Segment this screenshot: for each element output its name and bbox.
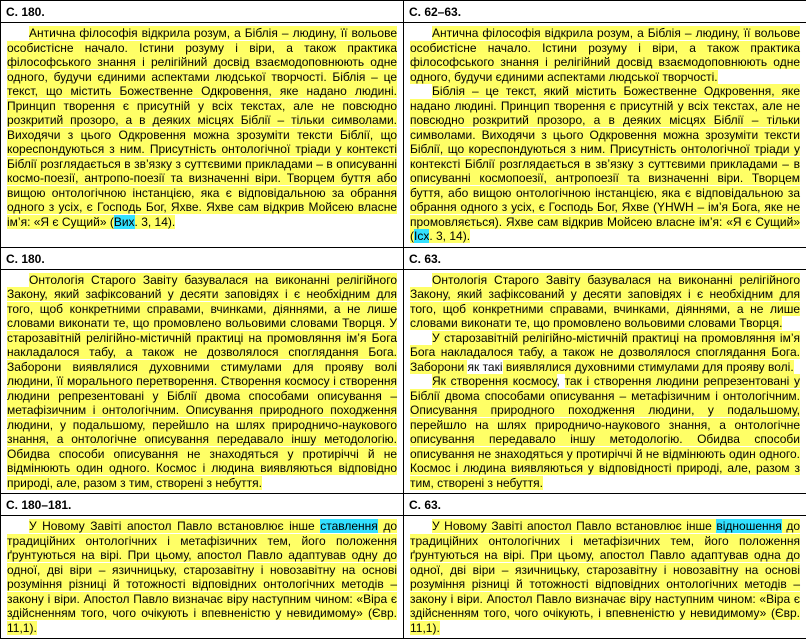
highlighted-match: Як створення космосу bbox=[432, 374, 557, 388]
highlighted-difference: Ісх bbox=[414, 229, 429, 243]
passage-paragraph bbox=[7, 273, 397, 491]
passage-paragraph bbox=[7, 26, 397, 229]
passage-text bbox=[404, 23, 806, 247]
page-reference: С. 63. bbox=[404, 494, 806, 516]
highlighted-match: так bbox=[565, 374, 582, 388]
unhighlighted-text: як такі bbox=[467, 360, 502, 374]
comparison-row bbox=[1, 247, 806, 494]
highlighted-difference: Вих bbox=[114, 215, 135, 229]
unhighlighted-text: , bbox=[557, 374, 565, 388]
highlighted-match: У Новому Завіті апостол Павло встановлює інше bbox=[432, 519, 716, 533]
passage-paragraph bbox=[410, 374, 800, 490]
comparison-table-body bbox=[1, 1, 806, 639]
passage-text bbox=[1, 23, 403, 232]
highlighted-match: Антична філософія відкрила розум, а Біблія – людину, її вольове особистісне начало. Істини розуму і віри, а також практика філософського знання і релігійний досвід взаємодоповнюють одне одного, будучи єдиними аспектами людської творчості. bbox=[410, 26, 800, 84]
highlighted-match: Антична філософія відкрила розум, а Біблія – людину, її вольове особистісне начало. Істини розуму і віри, а також практика філософського знання і релігійний досвід взаємодоповнюють одне одного, будучи єдиними аспектами людської творчості. Біблія – це текст, що містить Божественне Одкровення, яке надано людині. Принцип творення є присутній у всіх текстах, але не повсюдно розкритий прозоро, а в деяких місцях Біблії – тільки символами. Виходячи з цього Одкровення можна зрозуміти тексти Біблії, що кореспондуються з ним. Присутність онтологічної тріади у контексті Біблії розглядається в зв’язку з суттєвими прикладами – в описуванні космо-поезії, антропо-поезії та визначенні віри. Творцем буття або вищою онтологічною інстанцією, яка є відповідальною за обрання одного з усіх, є Господь Бог, Яхве. Яхве сам відкрив Мойсею власне ім’я: «Я є Сущий» ( bbox=[7, 26, 397, 229]
compared-cell bbox=[404, 1, 806, 248]
highlighted-match: до традиційних онтологічних і метафізичних тем, його положення ґрунтуються на вірі. При цьому, апостол Павло адаптував одна до одної, дві віри – язичницьку, старозавітну і новозавітну на основі розуміння різниці й тотожності відповідних онтологічних методів – закону і віри. Апостол Павло визначає віру наступним чином: «Віра є здійсненням того, чого очікують, і впевненістю у невидимому» (Євр. 11,1). bbox=[410, 519, 800, 635]
passage-paragraph bbox=[7, 519, 397, 635]
highlighted-match: У Новому Завіті апостол Павло встановлює інше bbox=[29, 519, 320, 533]
comparison-row bbox=[1, 1, 806, 248]
comparison-row bbox=[1, 494, 806, 639]
passage-text bbox=[1, 516, 403, 638]
compared-cell bbox=[404, 247, 806, 494]
source-cell bbox=[1, 247, 404, 494]
passage-text bbox=[404, 516, 806, 638]
highlighted-match: . 3, 14). bbox=[135, 215, 176, 229]
highlighted-difference: відношення bbox=[716, 519, 781, 533]
highlighted-match: Онтологія Старого Завіту базувалася на виконанні релігійного Закону, який зафіксований у десяти заповідях і є необхідним для того, щоб конкретними справами, вчинками, діяннями, а не лише словами виконати те, що промовлено вольовими словами Творця. У старозавітній релігійно-містичній практиці на промовляння ім’я Бога накладалося табу, а також не дозволялося споглядання Бога. Заборони виявлялися духовними стимулами для прояву волі людини, її морального перетворення. Створення космосу і створення людини репрезентовані у Біблії двома способами описування – метафізичним і онтологічним. Описування природного походження людини, у подальшому, перейшло на шлях природничо-наукового знання, а онтологічне описування передавало іншу методологію. Обидва способи описування не знаходяться у протиріччі й не відмінюють один одного. Космос і людина виявляються відповідно природі, але, разом з тим, створені з небуття. bbox=[7, 273, 397, 490]
passage-text bbox=[404, 270, 806, 494]
passage-paragraph bbox=[410, 26, 800, 84]
page-reference: С. 62–63. bbox=[404, 1, 806, 23]
passage-paragraph bbox=[410, 519, 800, 635]
highlighted-match: і створення людини репрезентовані у Біблії двома способами описування – метафізичним і онтологічним. Описування природного походження людини, у подальшому, перейшло на шлях природничо-наукового знання, а онтологічне описування передавало іншу методологію. Обидва способи описування не знаходяться у протиріччі й не відмінюють один одного. Космос і людина виявляються у відповідності природі, але, разом з тим, створені з небуття. bbox=[410, 374, 800, 490]
highlighted-match: У старозавітній релігійно-містичній практиці на промовляння ім’я Бога накладалося табу, а також не дозволялося споглядання Бога. Заборони bbox=[410, 331, 800, 374]
source-cell bbox=[1, 1, 404, 248]
highlighted-match: Біблія – це текст, який містить Божественне Одкровення, яке надано людині. Принцип творення є присутній у всіх текстах, але не повсюдно розкритий прозоро, а в деяких місцях Біблії – тільки символами. Виходячи з цього Одкровення можна зрозуміти тексти Біблії, що кореспондуються з ним. Присутність онтологічної тріади у контексті Біблії розглядається в зв’язку з суттєвими прикладами – в описуванні космопоезії, антропоезії та визначенні віри. Творцем буття, або вищою онтологічною інстанцією, яка є відповідальною за обрання одного з усіх, є Господь Бог, Яхве (YHWH – ім’я Бога, яке не промовляється). Яхве сам відкрив Мойсею власне ім’я: «Я є Сущий» ( bbox=[410, 84, 800, 243]
page-reference: С. 63. bbox=[404, 248, 806, 270]
highlighted-match: . 3, 14). bbox=[429, 229, 470, 243]
highlighted-match: до традиційних онтологічних і метафізичних тем, його положення ґрунтуються на вірі. При цьому, апостол Павло адаптував одну до одної, дві віри – язичницьку, старозавітну і новозавітну на основі розуміння різниці й тотожності відповідних онтологічних методів – закону і віри. Апостол Павло визначає віру наступним чином: «Віра є здійсненням того, чого очікують і впевненістю у невидимому» (Євр. 11,1). bbox=[7, 519, 397, 635]
page-reference: С. 180–181. bbox=[1, 494, 403, 516]
page-reference: С. 180. bbox=[1, 1, 403, 23]
highlighted-difference: ставлення bbox=[320, 519, 378, 533]
passage-paragraph bbox=[410, 84, 800, 244]
compared-cell bbox=[404, 494, 806, 639]
passage-paragraph bbox=[410, 273, 800, 331]
passage-paragraph bbox=[410, 331, 800, 375]
highlighted-match: виявлялися духовними стимулами для прояву волі. bbox=[503, 360, 794, 374]
passage-text bbox=[1, 270, 403, 494]
highlighted-match: Онтологія Старого Завіту базувалася на виконанні релігійного Закону, який зафіксований у десяти заповідях і є необхідним для того, щоб конкретними справами, вчинками, діяннями, а не лише словами виконати те, що промовлено вольовими словами Творця. bbox=[410, 273, 800, 331]
page-reference: С. 180. bbox=[1, 248, 403, 270]
source-cell bbox=[1, 494, 404, 639]
